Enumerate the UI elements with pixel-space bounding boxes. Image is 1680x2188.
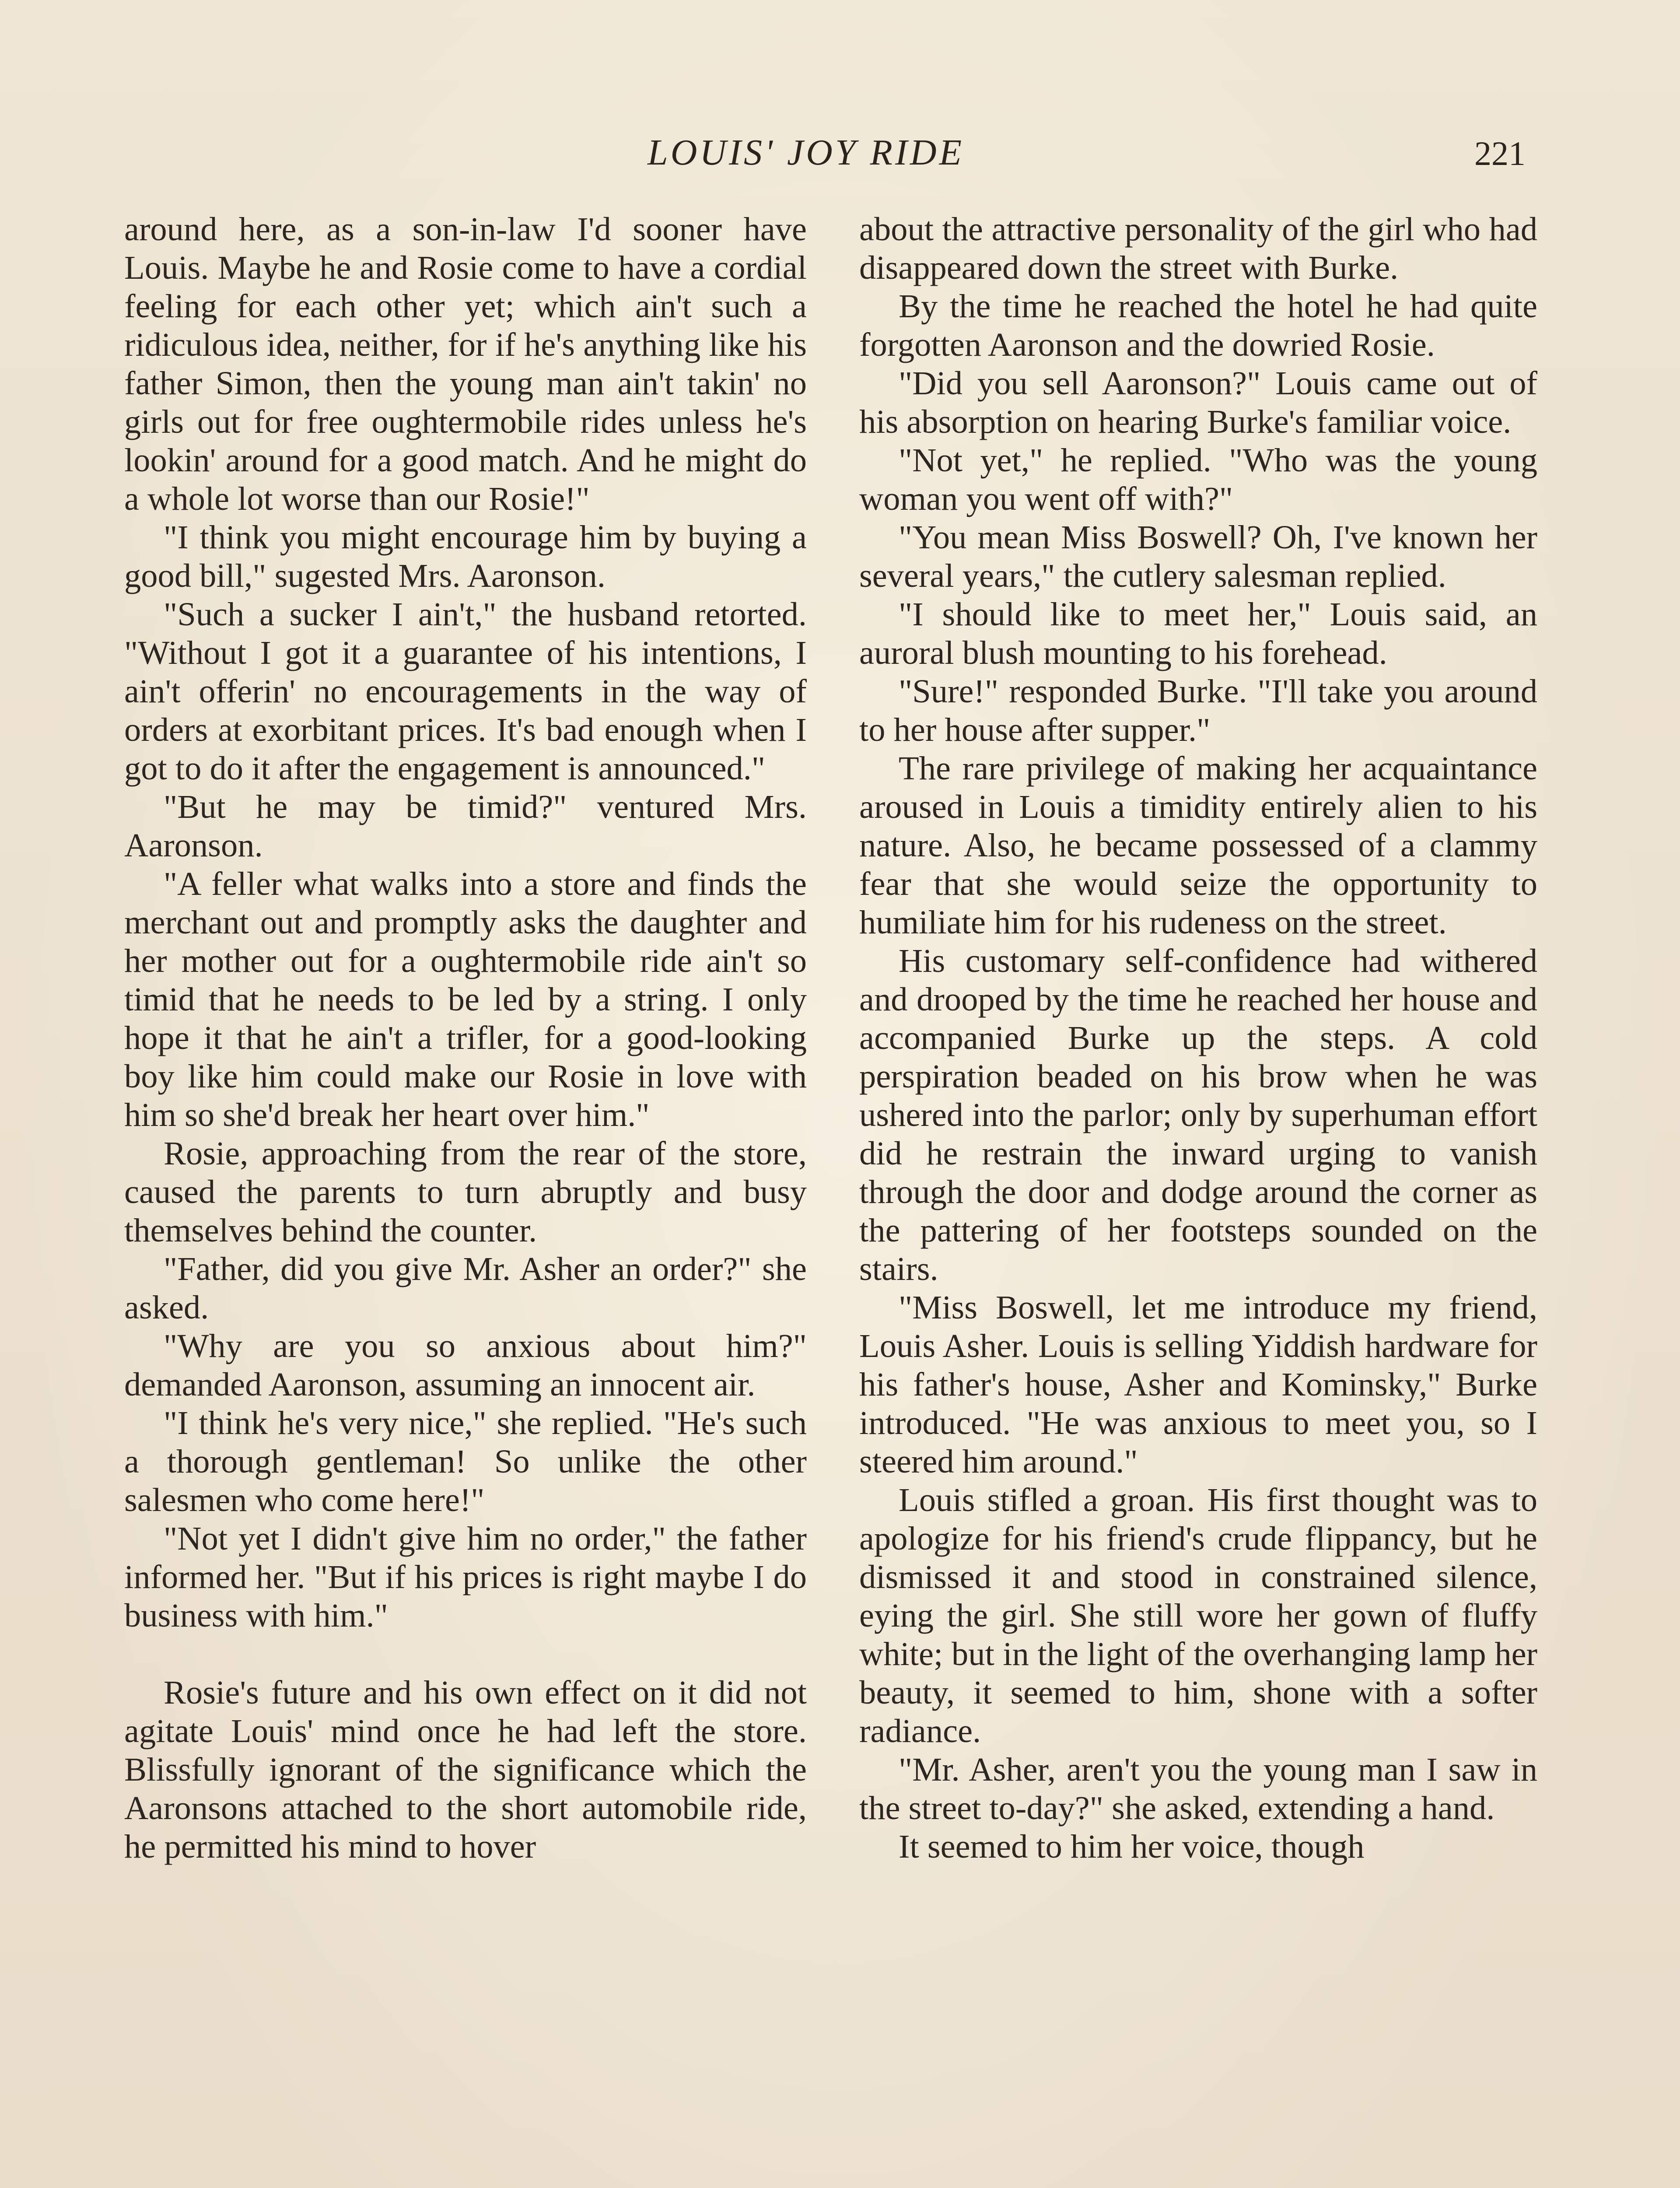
paragraph: "You mean Miss Boswell? Oh, I've known her several years," the cutlery salesman replied. xyxy=(859,519,1537,594)
paragraph: His customary self-confidence had withered and drooped by the time he reached her house and accompanied Burke up the steps. A cold perspiration beaded on his brow when he was ushered into the parlor; only by superhuman effort did he restrain the inward urging to vanish through the door and dodge around the corner as the pattering of her footsteps sounded on the stairs. xyxy=(859,942,1537,1287)
paragraph: Louis stifled a groan. His first thought was to apologize for his friend's crude flippancy, but he dismissed it and stood in constrained silence, eying the girl. She still wore her gown of fluffy white; but in the light of the overhanging lamp her beauty, it seemed to him, shone with a softer radiance. xyxy=(859,1481,1537,1750)
paragraph: "Not yet," he replied. "Who was the young woman you went off with?" xyxy=(859,442,1537,517)
paragraph: "I think you might encourage him by buying a good bill," sugested Mrs. Aaronson. xyxy=(124,519,807,594)
left-column xyxy=(124,210,807,2188)
paragraph: "Mr. Asher, aren't you the young man I saw in the street to-day?" she asked, extending a hand. xyxy=(859,1751,1537,1827)
running-header xyxy=(0,131,1680,184)
paragraph: "But he may be timid?" ventured Mrs. Aaronson. xyxy=(124,788,807,864)
page-number: 221 xyxy=(1474,134,1526,172)
paragraph: Rosie's future and his own effect on it did not agitate Louis' mind once he had left the store. Blissfully ignorant of the significance which the Aaronsons attached to the short automobile ride, he permitted his mind to hover xyxy=(124,1674,807,1865)
chapter-title: LOUIS' JOY RIDE xyxy=(648,132,964,173)
paragraph: about the attractive personality of the girl who had disappeared down the street with Burke. xyxy=(859,210,1537,286)
paragraph: It seemed to him her voice, though xyxy=(899,1828,1365,1865)
paragraph: "I should like to meet her," Louis said, an auroral blush mounting to his forehead. xyxy=(859,596,1537,671)
right-column xyxy=(859,210,1537,2188)
paragraph: "Not yet I didn't give him no order," the father informed her. "But if his prices is right maybe I do business with him." xyxy=(124,1520,807,1634)
paragraph: around here, as a son-in-law I'd sooner have Louis. Maybe he and Rosie come to have a cordial feeling for each other yet; which ain't such a ridiculous idea, neither, for if he's anything like his father Simon, then the young man ain't takin' no girls out for free oughtermobile rides unless he's lookin' around for a good match. And he might do a whole lot worse than our Rosie!" xyxy=(124,210,807,517)
paragraph: "Miss Boswell, let me introduce my friend, Louis Asher. Louis is selling Yiddish hardware for his father's house, Asher and Kominsky," Burke introduced. "He was anxious to meet you, so I steered him around." xyxy=(859,1289,1537,1480)
paragraph: "Sure!" responded Burke. "I'll take you around to her house after supper." xyxy=(859,673,1537,748)
paragraph: "Such a sucker I ain't," the husband retorted. "Without I got it a guarantee of his intentions, I ain't offerin' no encouragements in the way of orders at exorbitant prices. It's bad enough when I got to do it after the engagement is announced." xyxy=(124,596,807,787)
paragraph: "Father, did you give Mr. Asher an order?" she asked. xyxy=(124,1250,807,1326)
section-break xyxy=(124,1635,807,1673)
paragraph: "Did you sell Aaronson?" Louis came out of his absorption on hearing Burke's familiar voice. xyxy=(859,365,1537,440)
paragraph: "I think he's very nice," she replied. "He's such a thorough gentleman! So unlike the other salesmen who come here!" xyxy=(124,1404,807,1518)
paragraph: "A feller what walks into a store and finds the merchant out and promptly asks the daughter and her mother out for a oughtermobile ride ain't so timid that he needs to be led by a string. I only hope it that he ain't a trifler, for a good-looking boy like him could make our Rosie in love with him so she'd break her heart over him." xyxy=(124,865,807,1133)
paragraph: The rare privilege of making her acquaintance aroused in Louis a timidity entirely alien to his nature. Also, he became possessed of a clammy fear that she would seize the opportunity to humiliate him for his rudeness on the street. xyxy=(859,750,1537,941)
paragraph: By the time he reached the hotel he had quite forgotten Aaronson and the dowried Rosie. xyxy=(859,288,1537,363)
paragraph: Rosie, approaching from the rear of the store, caused the parents to turn abruptly and busy themselves behind the counter. xyxy=(124,1135,807,1249)
paragraph: "Why are you so anxious about him?" demanded Aaronson, assuming an innocent air. xyxy=(124,1327,807,1403)
